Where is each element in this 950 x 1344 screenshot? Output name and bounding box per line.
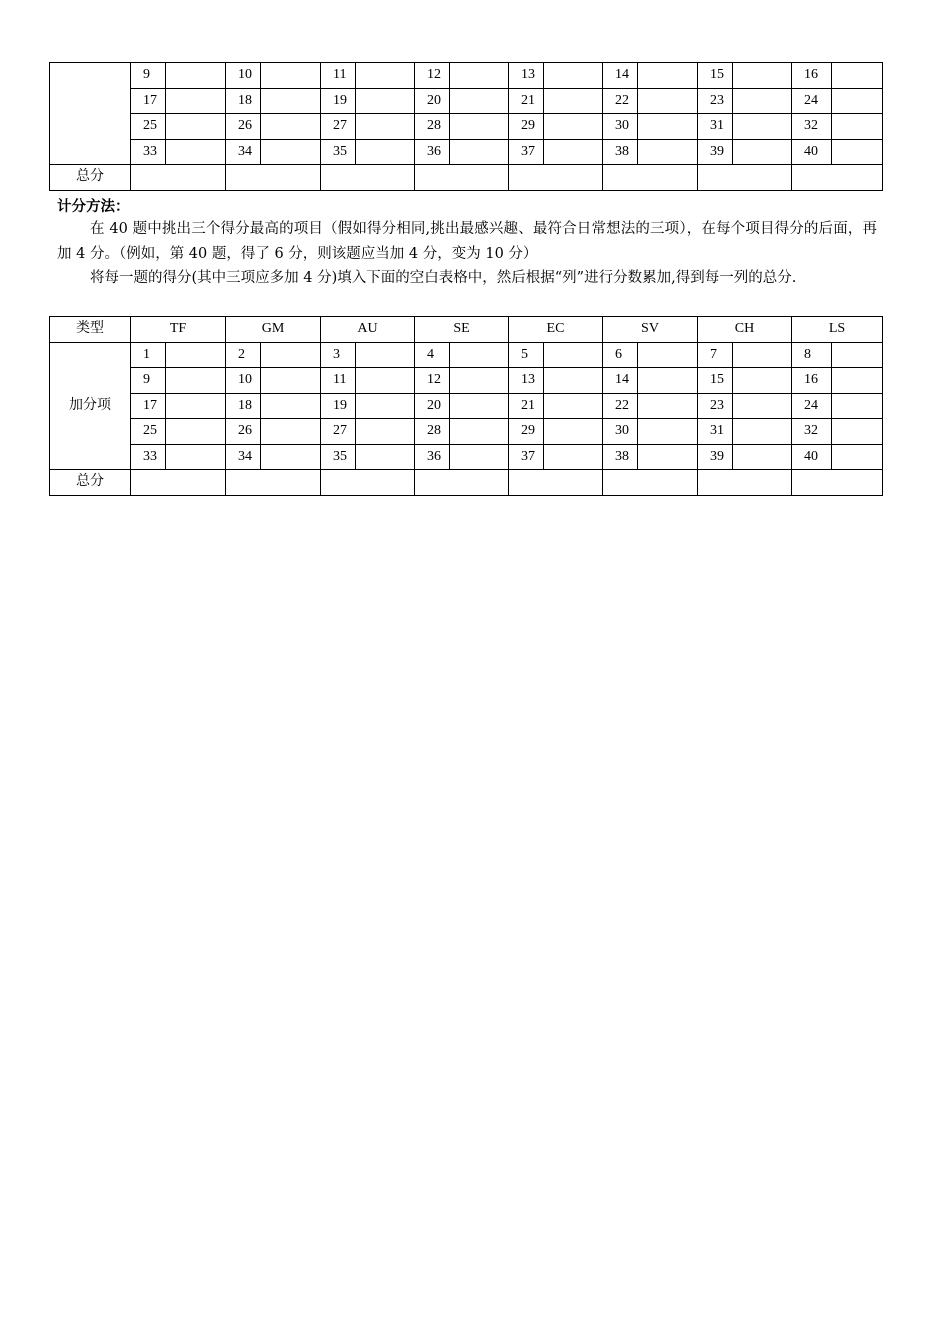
type-header: SV [603, 317, 698, 343]
score-cell[interactable] [733, 63, 792, 89]
score-cell[interactable] [544, 88, 603, 114]
scoring-method-title: 计分方法： [57, 198, 130, 215]
top-score-table [49, 62, 883, 191]
score-cell[interactable] [832, 368, 883, 394]
total-row [50, 470, 883, 496]
question-number: 8 [792, 342, 832, 368]
question-number: 15 [698, 63, 733, 89]
total-score-cell[interactable] [226, 470, 321, 496]
score-cell[interactable] [638, 444, 698, 470]
question-number: 18 [226, 88, 261, 114]
question-number: 34 [226, 444, 261, 470]
question-number: 28 [415, 419, 450, 445]
question-number: 16 [792, 368, 832, 394]
question-number: 26 [226, 114, 261, 140]
type-header: SE [415, 317, 509, 343]
question-number: 13 [509, 368, 544, 394]
total-score-cell[interactable] [603, 470, 698, 496]
question-number: 10 [226, 63, 261, 89]
table-row [50, 139, 883, 165]
question-number: 36 [415, 139, 450, 165]
question-number: 21 [509, 88, 544, 114]
question-number: 21 [509, 393, 544, 419]
score-cell[interactable] [544, 419, 603, 445]
question-number: 12 [415, 368, 450, 394]
score-cell[interactable] [733, 88, 792, 114]
question-number: 19 [321, 393, 356, 419]
total-score-cell[interactable] [415, 470, 509, 496]
score-cell[interactable] [638, 368, 698, 394]
score-cell[interactable] [638, 88, 698, 114]
question-number: 13 [509, 63, 544, 89]
score-cell[interactable] [166, 444, 226, 470]
type-header: LS [792, 317, 883, 343]
question-number: 2 [226, 342, 261, 368]
question-number: 31 [698, 114, 733, 140]
bonus-label: 加分项 [50, 342, 131, 470]
question-number: 9 [131, 368, 166, 394]
scoring-method-paragraph-1: 在 40 题中挑出三个得分最高的项目（假如得分相同,挑出最感兴趣、最符合日常想法的三项），在每个项目得分的后面，再加 4 分。（例如，第 40 题，得了 6 分，则该题应当加 4 分，变为 10 分） [57, 221, 877, 262]
total-score-cell[interactable] [131, 470, 226, 496]
score-cell[interactable] [166, 114, 226, 140]
question-number: 17 [131, 393, 166, 419]
question-number: 20 [415, 88, 450, 114]
score-cell[interactable] [450, 342, 509, 368]
score-cell[interactable] [832, 114, 883, 140]
score-cell[interactable] [261, 393, 321, 419]
question-number: 30 [603, 419, 638, 445]
total-label: 总分 [50, 165, 131, 191]
scoring-method-paragraph-2: 将每一题的得分(其中三项应多加 4 分)填入下面的空白表格中，然后根据“列”进行分数累加,得到每一列的总分. [90, 270, 797, 286]
question-number: 18 [226, 393, 261, 419]
question-number: 22 [603, 393, 638, 419]
question-number: 5 [509, 342, 544, 368]
score-cell[interactable] [356, 63, 415, 89]
question-number: 29 [509, 114, 544, 140]
score-cell[interactable] [356, 342, 415, 368]
total-score-cell[interactable] [131, 165, 226, 191]
total-score-cell[interactable] [321, 165, 415, 191]
question-number: 11 [321, 368, 356, 394]
score-cell[interactable] [356, 419, 415, 445]
total-score-cell[interactable] [603, 165, 698, 191]
score-cell[interactable] [166, 139, 226, 165]
score-cell[interactable] [832, 139, 883, 165]
question-number: 38 [603, 444, 638, 470]
score-cell[interactable] [450, 139, 509, 165]
question-number: 30 [603, 114, 638, 140]
score-cell[interactable] [832, 88, 883, 114]
question-number: 28 [415, 114, 450, 140]
total-score-cell[interactable] [792, 470, 883, 496]
score-cell[interactable] [166, 342, 226, 368]
type-label: 类型 [50, 317, 131, 343]
question-number: 36 [415, 444, 450, 470]
question-number: 22 [603, 88, 638, 114]
question-number: 11 [321, 63, 356, 89]
score-cell[interactable] [638, 342, 698, 368]
table-row [50, 88, 883, 114]
question-number: 32 [792, 419, 832, 445]
question-number: 24 [792, 393, 832, 419]
score-cell[interactable] [166, 368, 226, 394]
table-row [50, 393, 883, 419]
score-cell[interactable] [638, 139, 698, 165]
score-cell[interactable] [832, 342, 883, 368]
question-number: 27 [321, 114, 356, 140]
question-number: 6 [603, 342, 638, 368]
score-cell[interactable] [733, 419, 792, 445]
score-cell[interactable] [450, 368, 509, 394]
score-cell[interactable] [356, 368, 415, 394]
total-score-cell[interactable] [226, 165, 321, 191]
table-row [50, 63, 883, 89]
table-row [50, 368, 883, 394]
score-cell[interactable] [638, 419, 698, 445]
total-row [50, 165, 883, 191]
score-cell[interactable] [733, 444, 792, 470]
score-cell[interactable] [356, 393, 415, 419]
score-cell[interactable] [638, 63, 698, 89]
score-cell[interactable] [261, 63, 321, 89]
question-number: 38 [603, 139, 638, 165]
question-number: 31 [698, 419, 733, 445]
score-cell[interactable] [356, 114, 415, 140]
score-cell[interactable] [733, 114, 792, 140]
question-number: 15 [698, 368, 733, 394]
score-cell[interactable] [261, 342, 321, 368]
total-score-cell[interactable] [698, 470, 792, 496]
question-number: 23 [698, 88, 733, 114]
score-cell[interactable] [832, 63, 883, 89]
table-row [50, 342, 883, 368]
score-cell[interactable] [166, 63, 226, 89]
score-cell[interactable] [450, 419, 509, 445]
score-cell[interactable] [356, 444, 415, 470]
type-header: AU [321, 317, 415, 343]
score-cell[interactable] [638, 114, 698, 140]
score-cell[interactable] [544, 114, 603, 140]
type-header: TF [131, 317, 226, 343]
score-cell[interactable] [832, 393, 883, 419]
score-cell[interactable] [450, 444, 509, 470]
total-score-cell[interactable] [509, 470, 603, 496]
question-number: 37 [509, 139, 544, 165]
question-number: 17 [131, 88, 166, 114]
score-cell[interactable] [450, 393, 509, 419]
score-cell[interactable] [356, 88, 415, 114]
header-row [50, 317, 883, 343]
question-number: 33 [131, 444, 166, 470]
score-cell[interactable] [166, 393, 226, 419]
score-cell[interactable] [733, 368, 792, 394]
question-number: 12 [415, 63, 450, 89]
question-number: 39 [698, 444, 733, 470]
score-cell[interactable] [733, 139, 792, 165]
score-cell[interactable] [733, 393, 792, 419]
question-number: 20 [415, 393, 450, 419]
score-cell[interactable] [450, 63, 509, 89]
score-cell[interactable] [261, 114, 321, 140]
question-number: 40 [792, 139, 832, 165]
question-number: 19 [321, 88, 356, 114]
question-number: 10 [226, 368, 261, 394]
score-cell[interactable] [638, 393, 698, 419]
table-row [50, 114, 883, 140]
question-number: 23 [698, 393, 733, 419]
total-score-cell[interactable] [321, 470, 415, 496]
bottom-score-table [49, 316, 883, 496]
question-number: 3 [321, 342, 356, 368]
score-cell[interactable] [261, 88, 321, 114]
score-cell[interactable] [450, 88, 509, 114]
score-cell[interactable] [544, 139, 603, 165]
question-number: 25 [131, 114, 166, 140]
table-row [50, 419, 883, 445]
score-cell[interactable] [832, 444, 883, 470]
question-number: 40 [792, 444, 832, 470]
question-number: 9 [131, 63, 166, 89]
total-label: 总分 [50, 470, 131, 496]
question-number: 37 [509, 444, 544, 470]
score-cell[interactable] [261, 419, 321, 445]
total-score-cell[interactable] [415, 165, 509, 191]
score-cell[interactable] [544, 444, 603, 470]
question-number: 25 [131, 419, 166, 445]
question-number: 14 [603, 63, 638, 89]
score-cell[interactable] [261, 139, 321, 165]
total-score-cell[interactable] [792, 165, 883, 191]
type-header: GM [226, 317, 321, 343]
question-number: 1 [131, 342, 166, 368]
total-score-cell[interactable] [509, 165, 603, 191]
question-number: 32 [792, 114, 832, 140]
question-number: 35 [321, 139, 356, 165]
question-number: 26 [226, 419, 261, 445]
score-cell[interactable] [166, 419, 226, 445]
type-header: EC [509, 317, 603, 343]
score-cell[interactable] [733, 342, 792, 368]
total-score-cell[interactable] [698, 165, 792, 191]
type-header: CH [698, 317, 792, 343]
question-number: 39 [698, 139, 733, 165]
question-number: 4 [415, 342, 450, 368]
score-cell[interactable] [544, 393, 603, 419]
score-cell[interactable] [832, 419, 883, 445]
question-number: 35 [321, 444, 356, 470]
score-cell[interactable] [544, 368, 603, 394]
question-number: 33 [131, 139, 166, 165]
row-label-cell [50, 63, 131, 165]
question-number: 27 [321, 419, 356, 445]
question-number: 29 [509, 419, 544, 445]
score-cell[interactable] [544, 63, 603, 89]
score-cell[interactable] [356, 139, 415, 165]
question-number: 14 [603, 368, 638, 394]
question-number: 34 [226, 139, 261, 165]
question-number: 24 [792, 88, 832, 114]
score-cell[interactable] [450, 114, 509, 140]
question-number: 7 [698, 342, 733, 368]
score-cell[interactable] [261, 444, 321, 470]
score-cell[interactable] [166, 88, 226, 114]
score-cell[interactable] [544, 342, 603, 368]
table-row [50, 444, 883, 470]
score-cell[interactable] [261, 368, 321, 394]
question-number: 16 [792, 63, 832, 89]
